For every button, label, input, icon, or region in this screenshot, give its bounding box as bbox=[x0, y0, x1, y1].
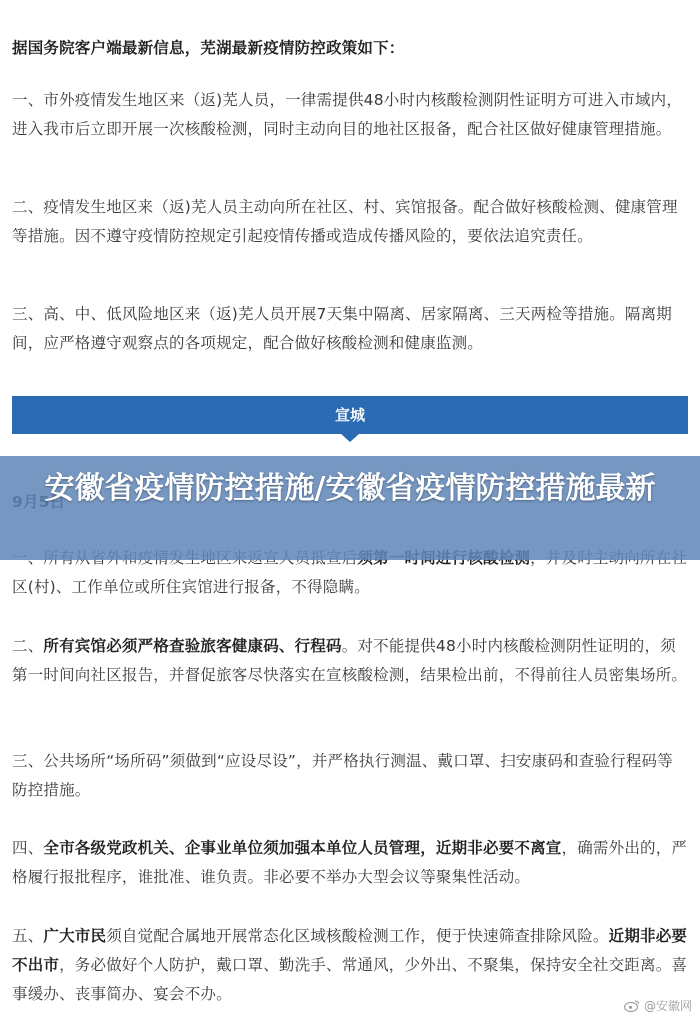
intro-line: 据国务院客户端最新信息，芜湖最新疫情防控政策如下： bbox=[12, 39, 405, 57]
xuancheng-item-5: 五、广大市民须自觉配合属地开展常态化区域核酸检测工作，便于快速筛查排除风险。近期非必要不出市，务必做好个人防护，戴口罩、勤洗手、常通风，少外出、不聚集，保持安全社交距离。喜事缓办、丧事简办、宴会不办。 bbox=[12, 927, 688, 1003]
banner-notch bbox=[340, 433, 360, 442]
wuhu-item-2: 二、疫情发生地区来（返)芜人员主动向所在社区、村、宾馆报备。配合做好核酸检测、健康管理等措施。因不遵守疫情防控规定引起疫情传播或造成传播风险的，要依法追究责任。 bbox=[12, 198, 678, 245]
xuancheng-item-3: 三、公共场所“场所码”须做到“应设尽设”，并严格执行测温、戴口罩、扫安康码和查验行程码等防控措施。 bbox=[12, 752, 673, 799]
watermark-text: @安徽网 bbox=[643, 999, 692, 1013]
xuancheng-item-1: 区(村)、工作单位或所住宾馆进行报备，不得隐瞒。 bbox=[12, 578, 370, 596]
city-banner-label: 宣城 bbox=[334, 406, 365, 424]
watermark bbox=[624, 997, 692, 1014]
xuancheng-item-4: 四、全市各级党政机关、企事业单位须加强本单位人员管理，近期非必要不离宣，确需外出的，严格履行报批程序，谁批准、谁负责。非必要不举办大型会议等聚集性活动。 bbox=[12, 839, 688, 886]
overlay-title: 安徽省疫情防控措施/安徽省疫情防控措施最新 bbox=[44, 471, 656, 506]
city-banner bbox=[12, 396, 688, 434]
wuhu-item-1: 一、市外疫情发生地区来（返)芜人员，一律需提供48小时内核酸检测阴性证明方可进入市域内，进入我市后立即开展一次核酸检测，同时主动向目的地社区报备，配合社区做好健康管理措施。 bbox=[12, 91, 683, 138]
weibo-icon bbox=[624, 999, 640, 1012]
wuhu-item-3: 三、高、中、低风险地区来（返)芜人员开展7天集中隔离、居家隔离、三天两检等措施。隔离期间，应严格遵守观察点的各项规定，配合做好核酸检测和健康监测。 bbox=[12, 305, 673, 352]
xuancheng-item-2: 二、所有宾馆必须严格查验旅客健康码、行程码。对不能提供48小时内核酸检测阴性证明的，须第一时间向社区报告，并督促旅客尽快落实在宣核酸检测，结果检出前，不得前往人员密集场所。 bbox=[12, 637, 688, 684]
